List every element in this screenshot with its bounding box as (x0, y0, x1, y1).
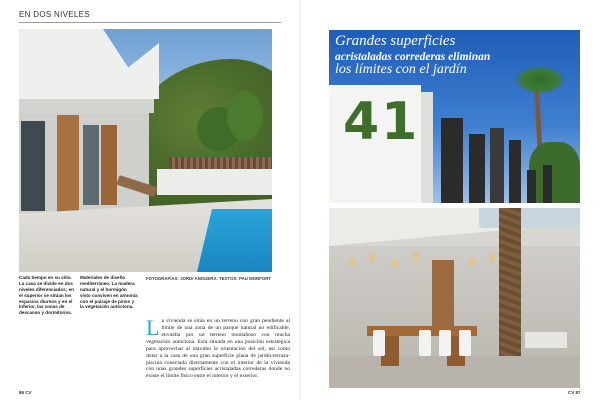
headline-line-3: los límites con el jardín (335, 61, 467, 77)
chair (439, 330, 451, 356)
photo-credit: FOTOGRAFÍAS: JORDI ANGUERA. TEXTOS: PAU MONFORT (146, 276, 272, 281)
caption-right-column: Materiales de diseño mediterráneo. La madera natural y el hormigón visto conviven en armonía con el paisaje de pinos y la vegetación autóctona. (80, 275, 138, 310)
section-rule (19, 22, 281, 23)
pendant-lamp (369, 254, 375, 262)
house-pool-photo (19, 29, 272, 272)
outdoor-sofa (525, 332, 567, 348)
drop-cap: L (146, 315, 160, 340)
headline-line-1: Grandes superficies (335, 33, 456, 49)
house-number-sign: 41 (343, 92, 420, 152)
page-gutter (299, 0, 301, 400)
wooden-door (432, 260, 454, 328)
headline (335, 34, 575, 78)
chair (459, 330, 471, 356)
headline-line-2: acristaladas correderas eliminan (335, 50, 491, 63)
caption-left-column: Cada tiempo en su sitio. La casa se divide en dos niveles diferenciados; en el superior se sitúan los espacios diurnos y en el inferior, las zonas de descanso y dormitorios. (19, 275, 74, 316)
palm-trunk (499, 208, 521, 358)
pendant-lamp (349, 258, 355, 266)
chair (373, 330, 385, 356)
page-number-right: CV 87 (568, 390, 581, 395)
pendant-lamp (489, 254, 495, 262)
porch-dining-photo (329, 208, 580, 388)
house-number-photo (329, 30, 580, 203)
pendant-lamp (391, 260, 397, 268)
pendant-lamp (413, 252, 419, 260)
page-number-left: 86 CV (19, 390, 32, 395)
article-body (146, 315, 290, 380)
pendant-lamp (469, 258, 475, 266)
chair (419, 330, 431, 356)
section-header: EN DOS NIVELES (19, 10, 90, 19)
article-body-text: a vivienda se sitúa en un terreno con gran pendiente al límite de una zona de un parque natural no edificable, envuelta por un terreno montañoso con mucha vegetación autóctona. Está situada en una posición estratégica para aprovechar al máximo la orientación del sol, así como dotar a la casa de una gran superficie plana de jardín-terraza-piscina conectada directamente con el interior de la vivienda con unas grandes superficies acristaladas correderas donde no existe el límite físico entre el interior y el exterior. (146, 318, 290, 380)
